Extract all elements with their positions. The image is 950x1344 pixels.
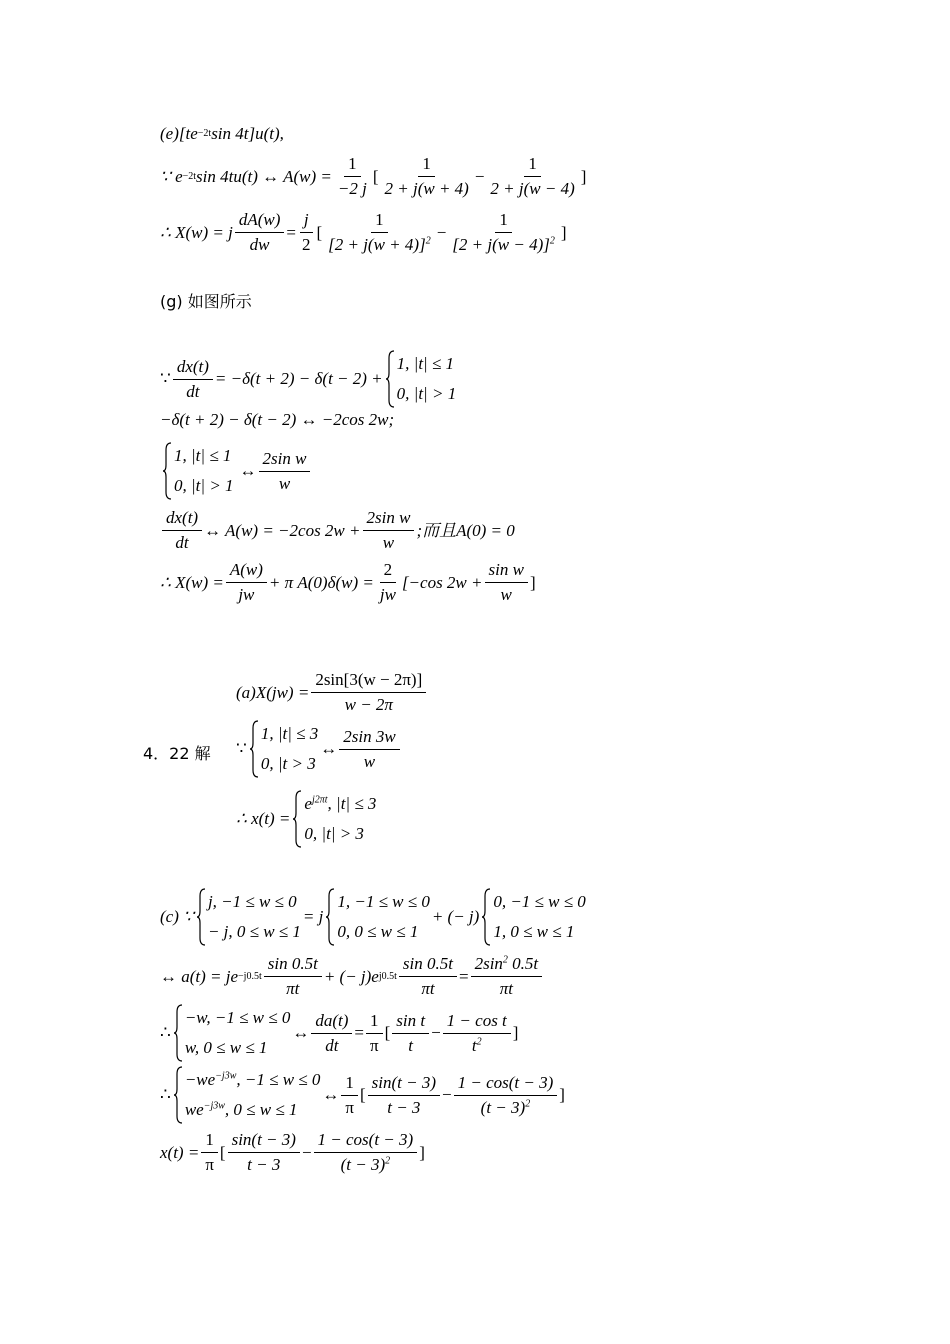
p422-line-1: (a)X(jw) = $\frac{2\sin[3(w - 2\pi)]}{w - 2\pi}$ — [236, 670, 428, 715]
c-case-h: $-we^{-j3w}$, −1 ≤ w ≤ 0 $we^{-j3w}$, 0 ≤ w ≤ 1 — [173, 1066, 321, 1124]
g-case-brace: 1, |t| ≤ 1 0, |t| > 1 — [385, 350, 457, 408]
g-l4-frac-2: $\frac{\text{2sin w}}{w}$ — [363, 508, 415, 553]
c-l4-frac-1: $\frac{1}{\pi}$ — [341, 1073, 358, 1118]
c-l3-frac-1: $\frac{da(t)}{dt}$ — [311, 1011, 352, 1056]
e-l3-frac-3: $\frac{1}{[2 + j(w + 4)]^2}$ — [328, 210, 431, 254]
e-l1-text-b: sin 4t]u(t), — [211, 124, 284, 143]
e-line-3: ∴ X(w) = j $\frac{dA(w)}{dw}$ = $\frac{j}{2}$ [ $\frac{1}{[2 + j(w + 4)]^2}$ − $\frac{1}{[2 + j(w - 4)]^2}$ ] — [160, 210, 567, 254]
g-heading: (g) 如图所示 — [160, 292, 252, 311]
e-l2-mid: sin 4tu(t) ↔ A(w) = — [196, 166, 332, 186]
g-case-brace-2: 1, |t| ≤ 1 0, |t| > 1 — [162, 442, 234, 500]
e-l2-frac-1: $\frac{1}{-2 j}$ — [337, 154, 367, 198]
c-line-2: ↔ a(t) = je −j0.5t $\frac{\sin 0.5t}{\pi t}$ + (− j)e j0.5t $\frac{\sin 0.5t}{\pi t}$ = $\frac{2\sin^2 0.5t}{\pi t}$ — [160, 954, 544, 999]
p422-line-2: ∵ 1, |t| ≤ 3 0, |t > 3 ↔ $\frac{2\sin 3w}{w}$ — [236, 720, 402, 778]
g-line-5: ∴ X(w) = $\frac{A(w)}{jw}$ + π A(0)δ(w) = $\frac{2}{jw}$ [−cos 2w + $\frac{\text{sin w}}{w}$ ] — [160, 560, 536, 604]
p422-line-3: ∴ x(t) = $e^{j2\pi t}$, |t| ≤ 3 0, |t| > 3 — [236, 790, 378, 848]
c-l5-frac-3: $\frac{1 - \cos(t - 3)}{(t - 3)^2}$ — [314, 1130, 418, 1175]
c-l3-frac-2: $\frac{1}{\pi}$ — [366, 1011, 383, 1056]
e-l3-frac-1: $\frac{dA(w)}{dw}$ — [235, 210, 285, 255]
c-line-3: ∴ −w, −1 ≤ w ≤ 0 w, 0 ≤ w ≤ 1 ↔ $\frac{da(t)}{dt}$ = $\frac{1}{\pi}$ [ $\frac{\text{sin t}}{t}$ − $\frac{\text{1 − cos t}}{t^2}$ ] — [160, 1004, 518, 1062]
g-l5-frac-2: $\frac{2}{jw}$ — [379, 560, 396, 604]
c-case-d: j, −1 ≤ w ≤ 0 − j, 0 ≤ w ≤ 1 — [196, 888, 301, 946]
c-l3-frac-4: $\frac{\text{1 − cos t}}{t^2}$ — [443, 1011, 511, 1056]
c-case-e: 1, −1 ≤ w ≤ 0 0, 0 ≤ w ≤ 1 — [325, 888, 429, 946]
e-l3-pre: ∴ X(w) = j — [160, 222, 233, 242]
c-line-5: x(t) = $\frac{1}{\pi}$ [ $\frac{\sin(t - 3)}{t - 3}$ − $\frac{1 - \cos(t - 3)}{(t - 3)^2}$ ] — [160, 1130, 425, 1174]
e-l3-frac-2: $\frac{j}{2}$ — [298, 210, 315, 255]
e-line-1: (e)[te −2t sin 4t]u(t), — [160, 124, 284, 143]
c-l5-frac-2: $\frac{\sin(t - 3)}{t - 3}$ — [228, 1130, 300, 1175]
c-line-4: ∴ $-we^{-j3w}$, −1 ≤ w ≤ 0 $we^{-j3w}$, 0 ≤ w ≤ 1 ↔ $\frac{1}{\pi}$ [ $\frac{\sin(t - 3)}{t - 3}$ − $\frac{1 - \cos(t - 3)}{(t - 3)^2}$ ] — [160, 1066, 565, 1124]
c-l4-frac-3: $\frac{1 - \cos(t - 3)}{(t - 3)^2}$ — [454, 1073, 558, 1118]
e-l2-frac-3: $\frac{1}{2 + j(w - 4)}$ — [490, 154, 575, 198]
g-line-3: 1, |t| ≤ 1 0, |t| > 1 ↔ $\frac{\text{2sin w}}{w}$ — [160, 442, 312, 500]
c-line-1: (c) ∵ j, −1 ≤ w ≤ 0 − j, 0 ≤ w ≤ 1 = j 1, −1 ≤ w ≤ 0 0, 0 ≤ w ≤ 1 + (− j) 0, −1 ≤ w ≤ 0 1, 0 ≤ w ≤ 1 — [160, 888, 588, 946]
g-line-2: −δ(t + 2) − δ(t − 2) ↔ −2cos 2w; — [160, 410, 395, 429]
e-l2-pre: ∵ e — [160, 166, 183, 186]
e-line-2: ∵ e −2t sin 4tu(t) ↔ A(w) = $\frac{1}{-2 j}$ [ $\frac{1}{2 + j(w + 4)}$ − $\frac{1}{2 + j(w - 4)}$ ] — [160, 154, 587, 198]
p422-l2-frac: $\frac{2\sin 3w}{w}$ — [339, 727, 399, 772]
c-case-f: 0, −1 ≤ w ≤ 0 1, 0 ≤ w ≤ 1 — [481, 888, 585, 946]
c-l2-frac-1: $\frac{\sin 0.5t}{\pi t}$ — [264, 954, 322, 999]
g-line-4: $\frac{dx(t)}{dt}$ ↔ A(w) = −2cos 2w + $\frac{\text{2sin w}}{w}$ ;而且A(0) = 0 — [160, 508, 515, 553]
p422-case-brace-1: 1, |t| ≤ 3 0, |t > 3 — [249, 720, 318, 778]
c-l2-frac-2: $\frac{\sin 0.5t}{\pi t}$ — [399, 954, 457, 999]
g-line-1: ∵ $\frac{dx(t)}{dt}$ = −δ(t + 2) − δ(t − 2) + 1, |t| ≤ 1 0, |t| > 1 — [160, 350, 458, 408]
g-l5-frac-1: $\frac{A(w)}{jw}$ — [226, 560, 267, 605]
e-l3-frac-4: $\frac{1}{[2 + j(w - 4)]^2}$ — [452, 210, 555, 254]
p422-l1-frac: $\frac{2\sin[3(w - 2\pi)]}{w - 2\pi}$ — [311, 670, 426, 715]
c-l4-frac-2: $\frac{\sin(t - 3)}{t - 3}$ — [368, 1073, 440, 1118]
c-l2-frac-3: $\frac{2\sin^2 0.5t}{\pi t}$ — [471, 954, 543, 999]
p422-case-brace-2: $e^{j2\pi t}$, |t| ≤ 3 0, |t| > 3 — [292, 790, 376, 848]
g-l5-frac-3: $\frac{\text{sin w}}{w}$ — [485, 560, 528, 605]
c-l3-frac-3: $\frac{\text{sin t}}{t}$ — [392, 1011, 429, 1056]
p422-label: 4．22 解 — [143, 744, 211, 763]
c-case-g: −w, −1 ≤ w ≤ 0 w, 0 ≤ w ≤ 1 — [173, 1004, 291, 1062]
g-l1-frac: $\frac{dx(t)}{dt}$ — [173, 357, 213, 402]
c-l5-frac-1: $\frac{1}{\pi}$ — [201, 1130, 218, 1175]
e-l1-text: (e)[te — [160, 124, 198, 143]
e-l2-frac-2: $\frac{1}{2 + j(w + 4)}$ — [384, 154, 469, 198]
g-l3-frac: $\frac{\text{2sin w}}{w}$ — [259, 449, 311, 494]
g-l4-frac-1: $\frac{dx(t)}{dt}$ — [162, 508, 202, 553]
